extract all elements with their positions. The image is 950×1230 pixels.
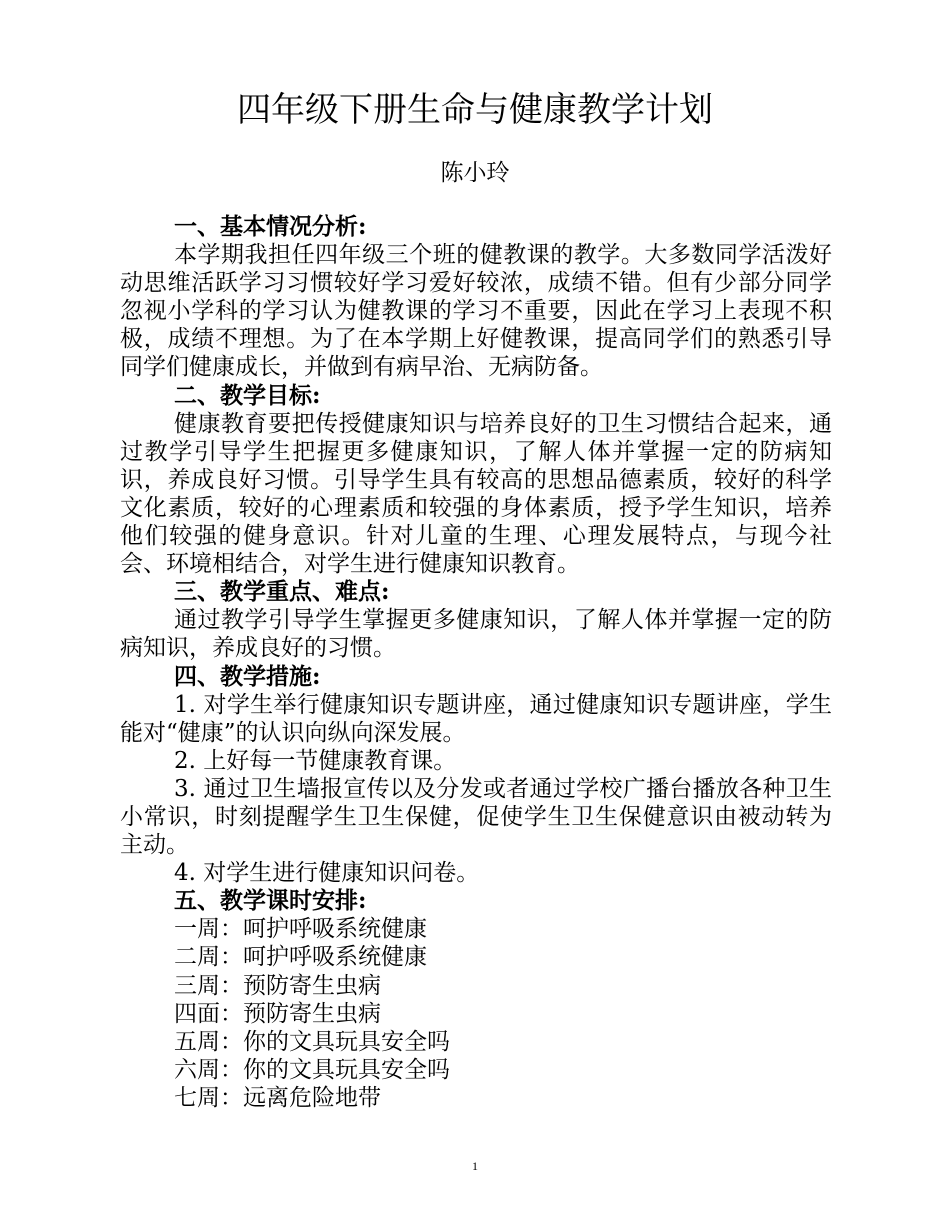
section-heading-schedule: 五、教学课时安排: (174, 887, 367, 915)
schedule-item-week-6: 六周：你的文具玩具安全吗 (174, 1056, 450, 1083)
section-heading-teaching-goals: 二、教学目标: (174, 381, 321, 409)
schedule-item-week-7: 七周：远离危险地带 (174, 1084, 381, 1111)
section-heading-measures: 四、教学措施: (174, 662, 321, 690)
schedule-item-week-2: 二周：呵护呼吸系统健康 (174, 944, 427, 971)
schedule-item-week-5: 五周：你的文具玩具安全吗 (174, 1028, 450, 1055)
schedule-item-week-4: 四面：预防寄生虫病 (174, 1000, 381, 1027)
section-paragraph-teaching-goals: 健康教育要把传授健康知识与培养良好的卫生习惯结合起来，通过教学引导学生把握更多健康知识，了解人体并掌握一定的防病知识，养成良好习惯。引导学生具有较高的思想品德素质，较好的科学文化素质，较好的心理素质和较强的身体素质，授予学生知识，培养他们较强的健身意识。针对儿童的生理、心理发展特点，与现今社会、环境相结合，对学生进行健康知识教育。 (120, 410, 832, 578)
measure-item-2: 2. 上好每一节健康教育课。 (174, 747, 457, 774)
section-paragraph-basic-analysis: 本学期我担任四年级三个班的健教课的教学。大多数同学活泼好动思维活跃学习习惯较好学习爱好较浓，成绩不错。但有少部分同学忽视小学科的学习认为健教课的学习不重要，因此在学习上表现不积极，成绩不理想。为了在本学期上好健教课，提高同学们的熟悉引导同学们健康成长，并做到有病早治、无病防备。 (120, 242, 832, 381)
schedule-item-week-3: 三周：预防寄生虫病 (174, 972, 381, 999)
measure-item-4: 4. 对学生进行健康知识问卷。 (174, 860, 480, 887)
measure-item-3: 3. 通过卫生墙报宣传以及分发或者通过学校广播台播放各种卫生小常识，时刻提醒学生卫生保健，促使学生卫生保健意识由被动转为主动。 (120, 775, 832, 859)
measure-item-1: 1. 对学生举行健康知识专题讲座，通过健康知识专题讲座，学生能对“健康”的认识向纵向深发展。 (120, 691, 832, 746)
page-number: 1 (472, 1159, 478, 1173)
section-heading-basic-analysis: 一、基本情况分析: (174, 213, 367, 240)
section-heading-key-points: 三、教学重点、难点: (174, 578, 390, 606)
document-author: 陈小玲 (440, 160, 510, 186)
schedule-item-week-1: 一周：呵护呼吸系统健康 (174, 916, 427, 943)
section-paragraph-key-points: 通过教学引导学生掌握更多健康知识，了解人体并掌握一定的防病知识，养成良好的习惯。 (120, 607, 832, 662)
document-body (120, 213, 832, 1112)
document-title: 四年级下册生命与健康教学计划 (237, 90, 713, 130)
